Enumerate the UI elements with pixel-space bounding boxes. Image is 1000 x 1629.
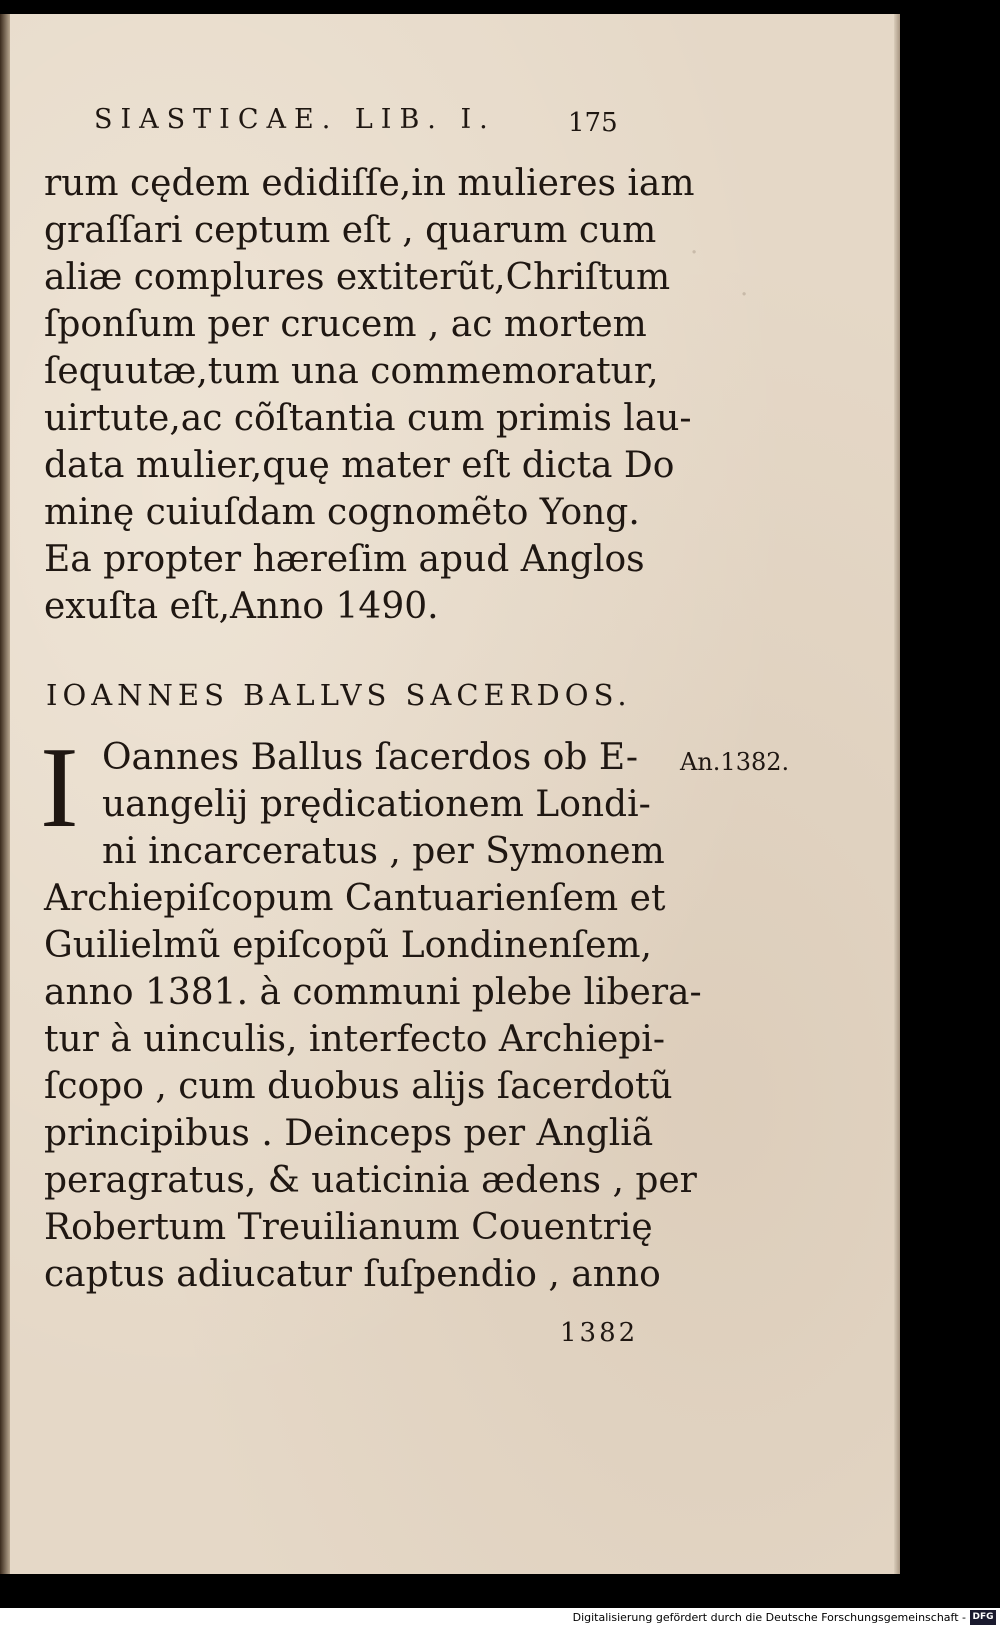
- text-line: ni incarceratus , per Symonem: [102, 831, 665, 872]
- text-line: uirtute,ac cõſtantia cum primis lau-: [44, 398, 692, 439]
- digitization-footer: [0, 1608, 1000, 1629]
- text-line: exuſta eſt,Anno 1490.: [44, 586, 439, 627]
- page-number: 175: [568, 108, 618, 138]
- text-line: data mulier,quę mater eſt dicta Do: [44, 445, 675, 486]
- text-line: aliæ complures extiterũt,Chriſtum: [44, 257, 671, 298]
- running-head: SIASTICAE. LIB. I.: [94, 104, 496, 135]
- section-heading: IOANNES BALLVS SACERDOS.: [46, 678, 632, 712]
- text-line: tur à uinculis, interfecto Archiepi-: [44, 1019, 665, 1060]
- text-line: minę cuiuſdam cognomẽto Yong.: [44, 492, 640, 533]
- text-line: anno 1381. à communi plebe libera-: [44, 972, 702, 1013]
- text-line: Robertum Treuilianum Couentrię: [44, 1207, 653, 1248]
- bleed-through-mark: ·: [740, 280, 749, 310]
- text-line: ſequutæ,tum una commemoratur,: [44, 351, 659, 392]
- page-gutter: [0, 14, 10, 1574]
- text-line: Oannes Ballus ſacerdos ob E-: [102, 737, 638, 778]
- text-line: graſſari ceptum eſt , quarum cum: [44, 210, 657, 251]
- text-line: Archiepiſcopum Cantuarienſem et: [44, 878, 666, 919]
- text-line: Ea propter hæreſim apud Anglos: [44, 539, 645, 580]
- drop-cap: I: [40, 724, 79, 852]
- text-line: ſcopo , cum duobus alijs ſacerdotũ: [44, 1066, 673, 1107]
- dfg-logo: DFG: [970, 1610, 996, 1625]
- text-line: principibus . Deinceps per Angliã: [44, 1113, 654, 1154]
- paragraph-1: [44, 160, 695, 630]
- text-line: rum cędem edidiſſe,in mulieres iam: [44, 163, 695, 204]
- catchword: 1382: [560, 1318, 639, 1348]
- text-line: peragratus, & uaticinia ædens , per: [44, 1160, 697, 1201]
- footer-credit: Digitalisierung gefördert durch die Deutsche Forschungsgemeinschaft -: [572, 1611, 966, 1624]
- text-line: uangelij prędicationem Londi-: [102, 784, 651, 825]
- text-line: Guilielmũ epiſcopũ Londinenſem,: [44, 925, 652, 966]
- text-line: ſponſum per crucem , ac mortem: [44, 304, 647, 345]
- page-edge: [894, 14, 900, 1574]
- margin-note-year: An.1382.: [680, 748, 790, 776]
- bleed-through-mark: ·: [690, 238, 699, 268]
- paragraph-2: [44, 734, 702, 1298]
- text-line: captus adiucatur ſuſpendio , anno: [44, 1254, 661, 1295]
